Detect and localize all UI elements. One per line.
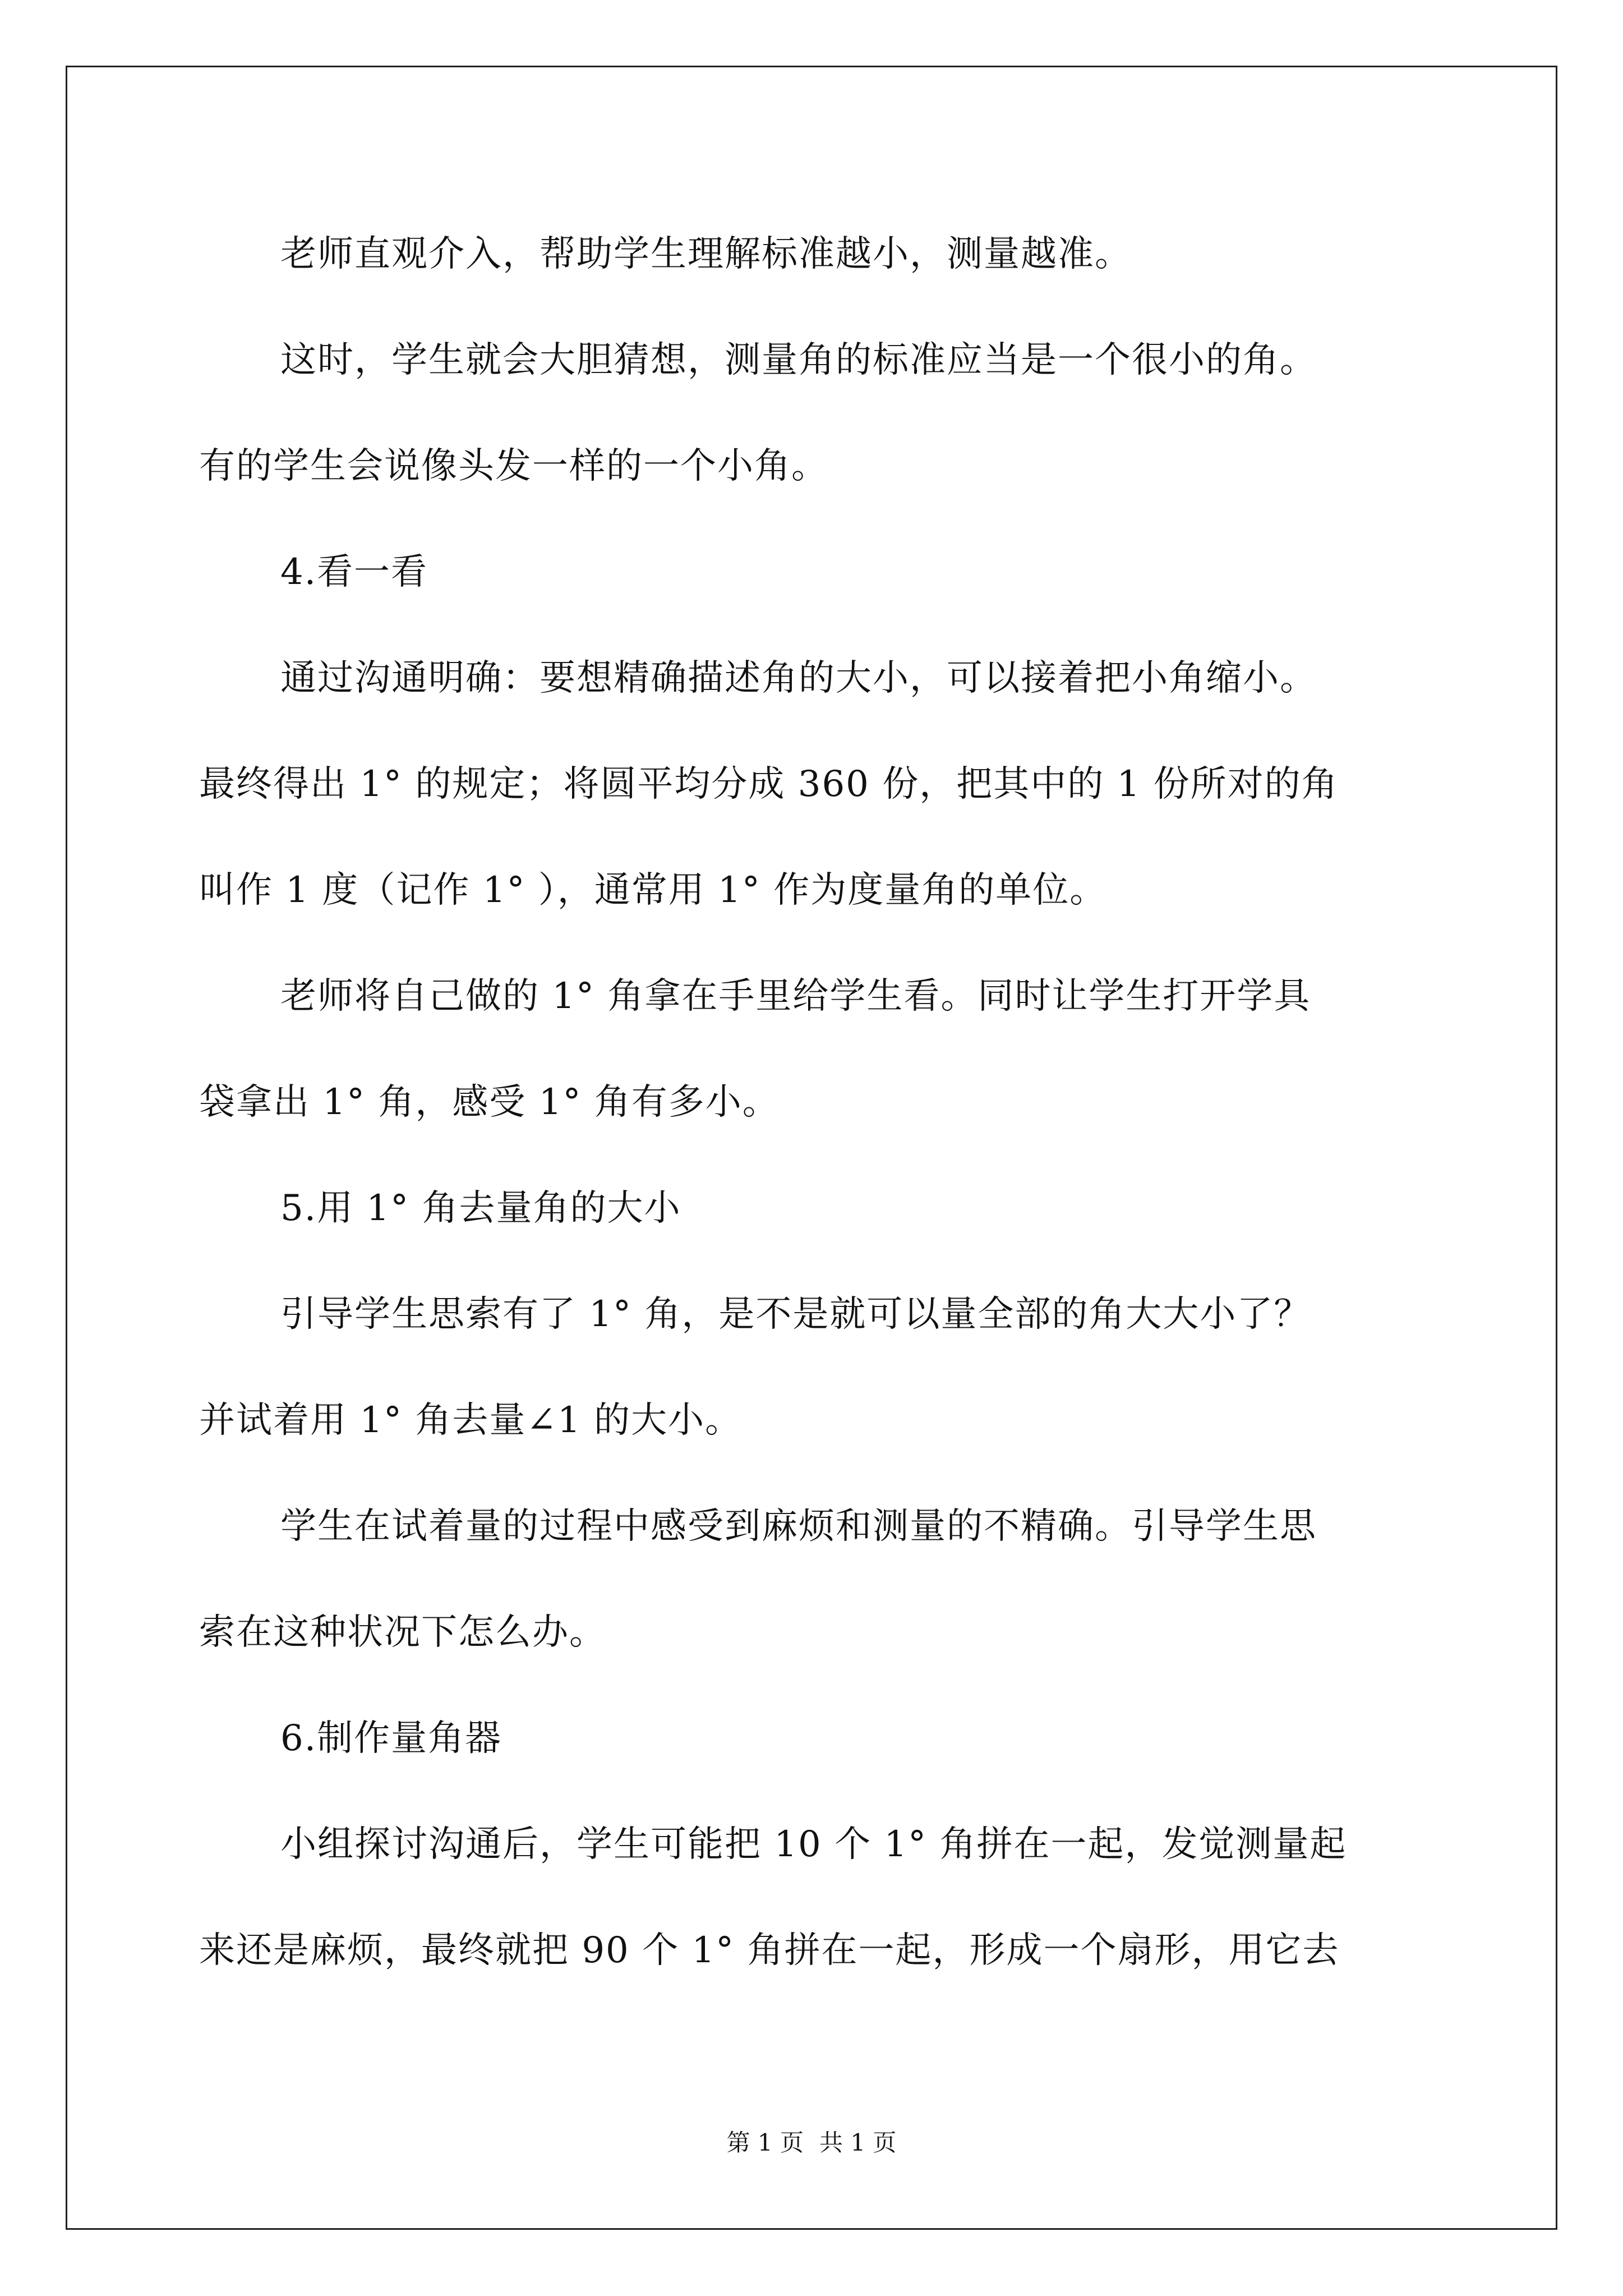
- paragraph-line: 老师将自己做的 1° 角拿在手里给学生看。同时让学生打开学具: [280, 976, 1311, 1017]
- paragraph-line: 并试着用 1° 角去量∠1 的大小。: [199, 1400, 743, 1441]
- paragraph-line: 袋拿出 1° 角，感受 1° 角有多小。: [199, 1082, 780, 1123]
- section-heading: 5.用 1° 角去量角的大小: [280, 1188, 681, 1229]
- paragraph-line: 最终得出 1° 的规定；将圆平均分成 360 份，把其中的 1 份所对的角: [199, 763, 1339, 805]
- section-heading: 4.看一看: [280, 551, 428, 593]
- paragraph-line: 这时，学生就会大胆猜想，测量角的标准应当是一个很小的角。: [280, 339, 1317, 381]
- page-total: 共 1 页: [819, 2129, 897, 2156]
- paragraph-line: 小组探讨沟通后，学生可能把 10 个 1° 角拼在一起，发觉测量起: [280, 1824, 1347, 1865]
- paragraph-line: 索在这种状况下怎么办。: [199, 1612, 606, 1653]
- page-border: [66, 66, 1557, 2230]
- paragraph-line: 叫作 1 度（记作 1° ），通常用 1° 作为度量角的单位。: [199, 869, 1107, 911]
- paragraph-line: 引导学生思索有了 1° 角，是不是就可以量全部的角大大小了？: [280, 1294, 1311, 1335]
- page-number: 第 1 页: [726, 2129, 804, 2156]
- paragraph-line: 学生在试着量的过程中感受到麻烦和测量的不精确。引导学生思: [280, 1506, 1317, 1547]
- section-heading: 6.制作量角器: [280, 1718, 502, 1759]
- paragraph-line: 老师直观介入，帮助学生理解标准越小，测量越准。: [280, 233, 1132, 275]
- paragraph-line: 有的学生会说像头发一样的一个小角。: [199, 445, 828, 487]
- page-footer: [0, 2126, 1623, 2160]
- paragraph-line: 来还是麻烦，最终就把 90 个 1° 角拼在一起，形成一个扇形，用它去: [199, 1930, 1340, 1971]
- paragraph-line: 通过沟通明确：要想精确描述角的大小，可以接着把小角缩小。: [280, 657, 1317, 699]
